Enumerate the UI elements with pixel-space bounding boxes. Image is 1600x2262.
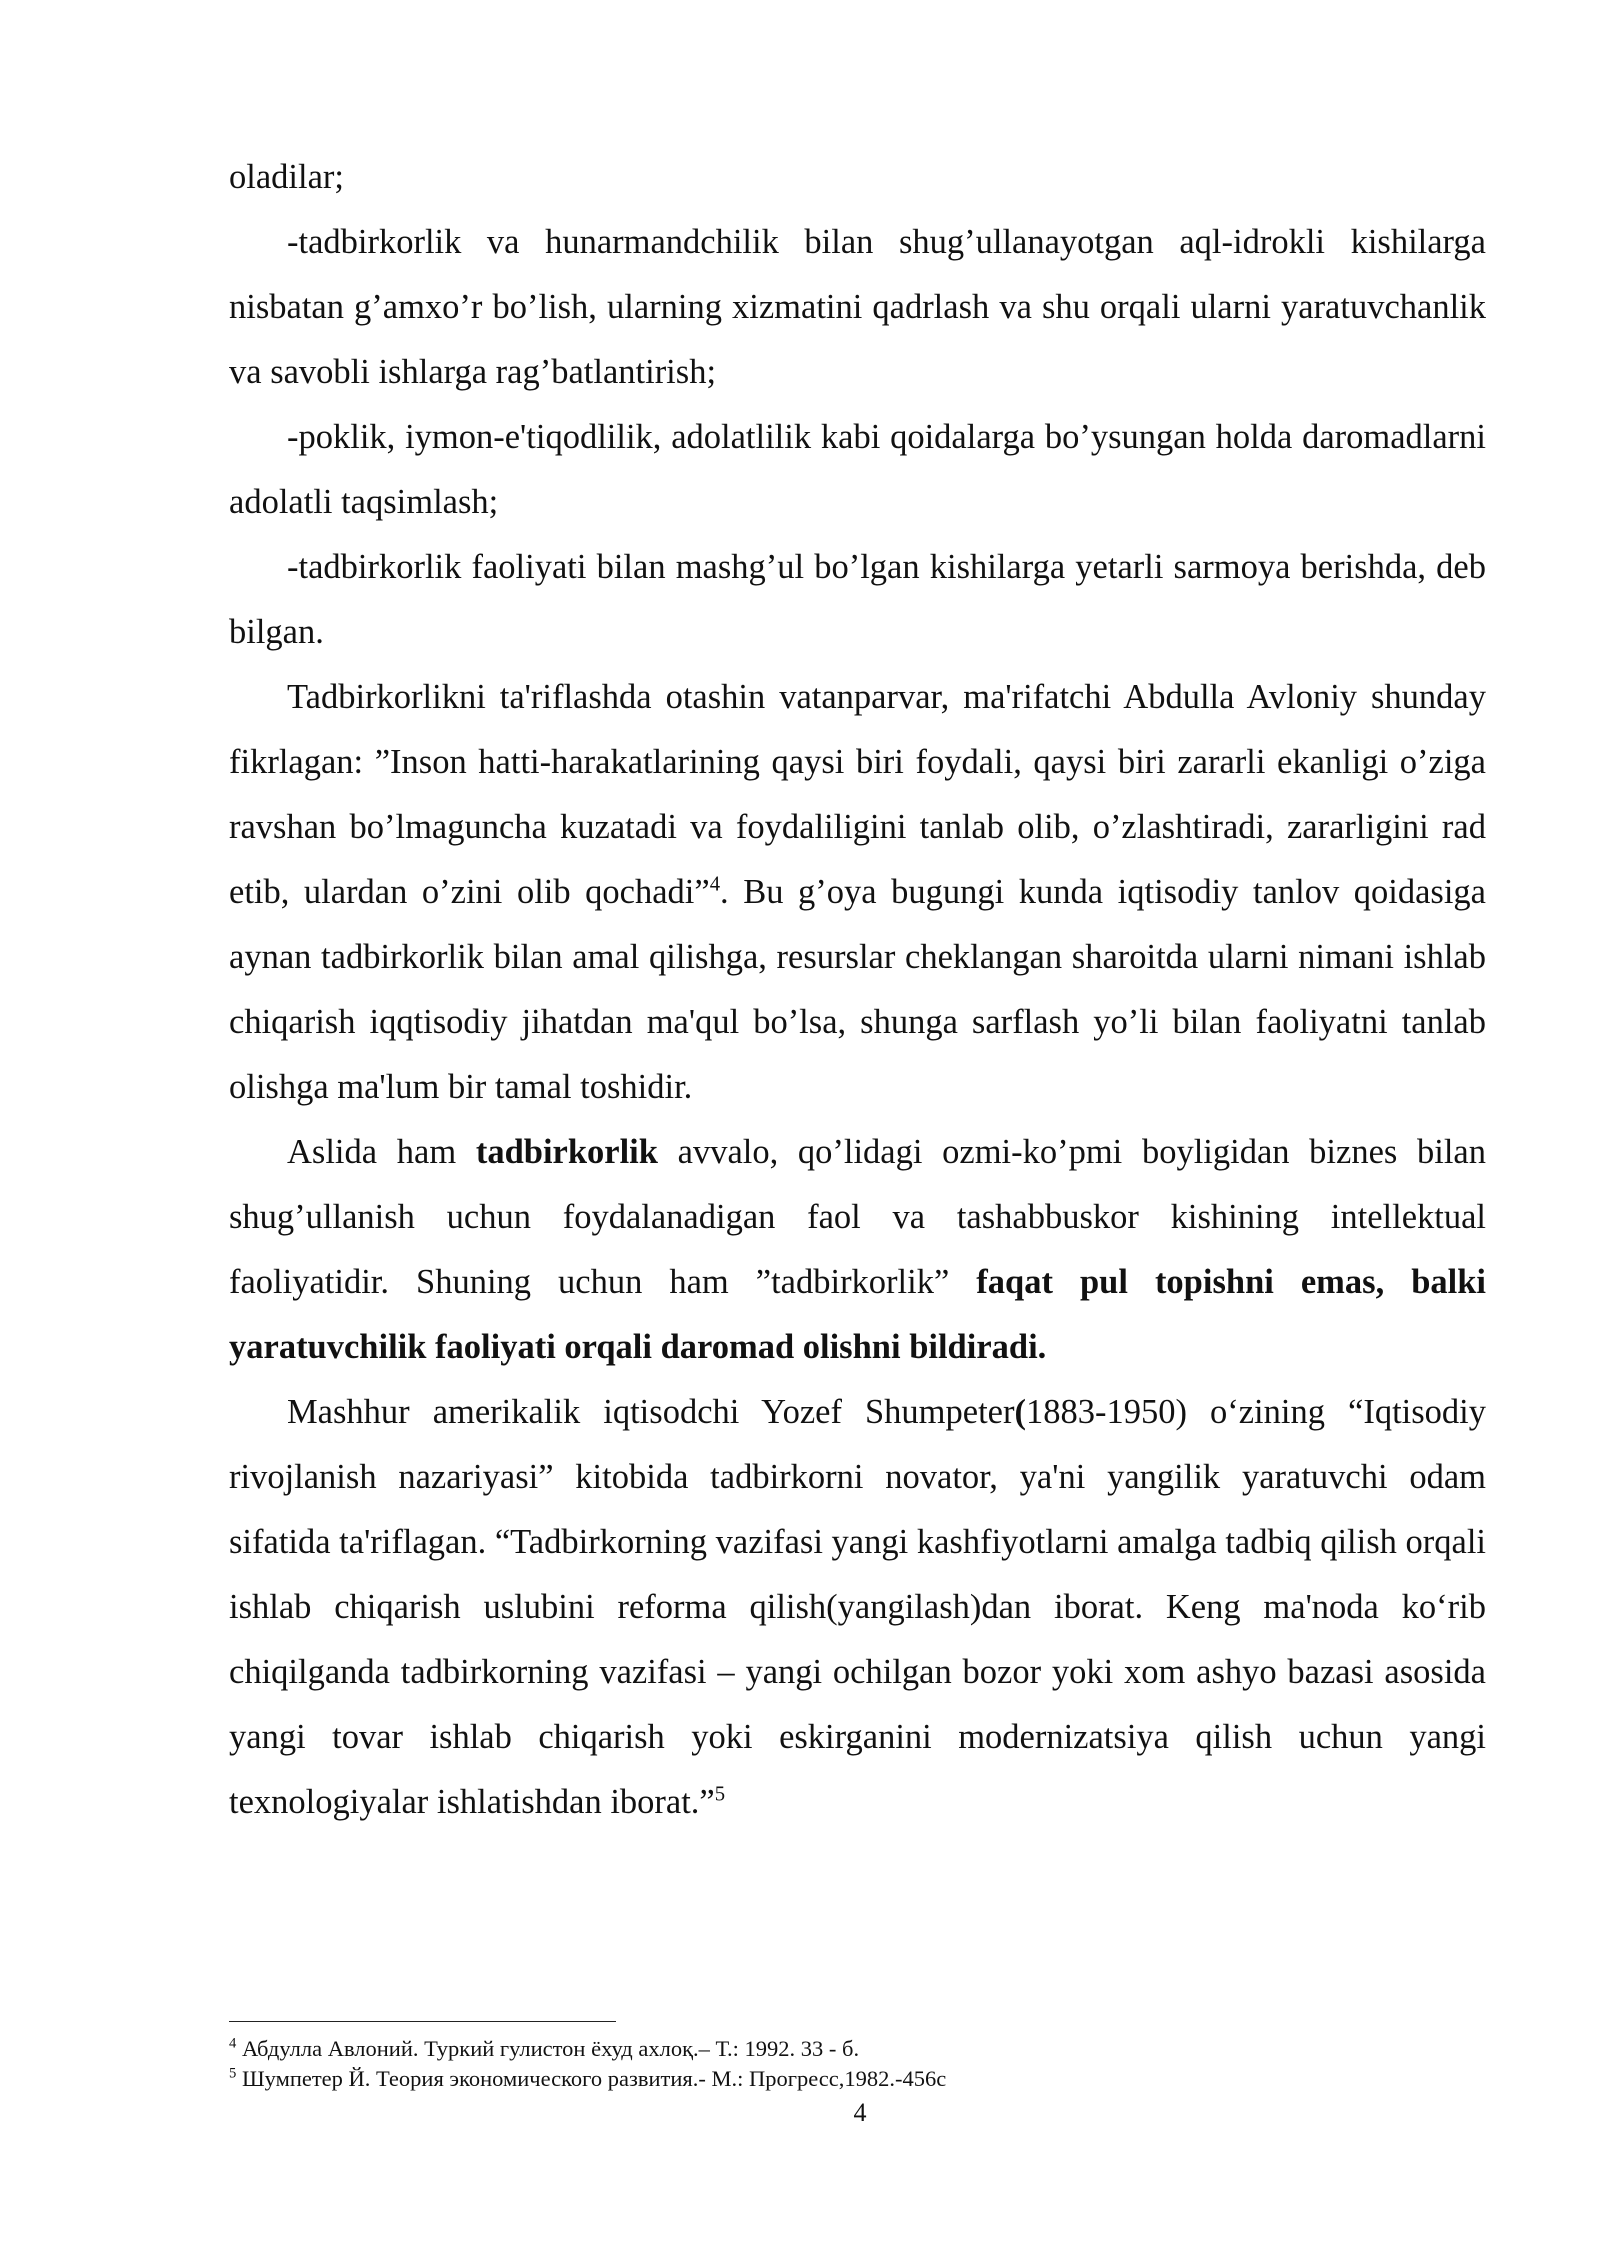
footnote-5-text: Шумпетер Й. Теория экономического развития.- М.: Прогресс,1982.-456с	[236, 2066, 947, 2091]
paragraph-1-text: oladilar;	[229, 158, 344, 196]
body-text	[229, 145, 1486, 1835]
paragraph-7	[229, 1380, 1486, 1835]
page-number: 4	[853, 2098, 867, 2127]
paragraph-5-text-a: Tadbirkorlikni ta'riflashda otashin vatanparvar, ma'rifatchi Abdulla Avloniy shunday fikrlagan: ”Inson hatti-harakatlarining qaysi biri foydali, qaysi biri zararli ekanligi o’ziga ravshan bo’lmaguncha kuzatadi va foydaliligini tanlab olib, o’zlashtiradi, zararligini rad etib, ulardan o’zini olib qochadi”	[229, 678, 1486, 911]
paragraph-6-text-b: avvalo, qo’lidagi ozmi-ko’pmi boyligidan biznes bilan shug’ullanish uchun foydalanadigan faol va tashabbuskor kishining intellektual faoliyatidir. Shuning uchun ham ”tadbirkorlik”	[229, 1133, 1486, 1301]
footnote-4	[229, 2034, 1486, 2064]
paragraph-7-bold-paren: (	[1014, 1393, 1026, 1431]
paragraph-6-bold-term: tadbirkorlik	[475, 1133, 658, 1171]
footnotes	[229, 2034, 1486, 2094]
paragraph-7-text-a: Mashhur amerikalik iqtisodchi Yozef Shumpeter	[287, 1393, 1015, 1431]
footnote-separator	[229, 2021, 616, 2022]
paragraph-5-text-b: . Bu g’oya bugungi kunda iqtisodiy tanlov qoidasiga aynan tadbirkorlik bilan amal qilishga, resurslar cheklangan sharoitda ularni nimani ishlab chiqarish iqqtisodiy jihatdan ma'qul bo’lsa, shunga sarflash yo’li bilan faoliyatni tanlab olishga ma'lum bir tamal toshidir.	[229, 873, 1486, 1106]
paragraph-1	[229, 145, 1486, 210]
paragraph-5	[229, 665, 1486, 1120]
paragraph-3	[229, 405, 1486, 535]
paragraph-6-text-a: Aslida ham	[287, 1133, 476, 1171]
paragraph-2	[229, 210, 1486, 405]
footnote-4-text: Абдулла Авлоний. Туркий гулистон ёхуд ахлоқ.– Т.: 1992. 33 - б.	[236, 2036, 860, 2061]
paragraph-6	[229, 1120, 1486, 1380]
footnote-4-mark: 4	[229, 2035, 237, 2052]
footnote-ref-4[interactable]: 4	[709, 873, 721, 896]
paragraph-7-text-b: 1883-1950) o‘zining “Iqtisodiy rivojlanish nazariyasi” kitobida tadbirkorni novator, ya'ni yangilik yaratuvchi odam sifatida ta'riflagan. “Tadbirkorning vazifasi yangi kashfiyotlarni amalga tadbiq qilish orqali ishlab chiqarish uslubini reforma qilish(yangilash)dan iborat. Keng ma'noda ko‘rib chiqilganda tadbirkorning vazifasi – yangi ochilgan bozor yoki xom ashyo bazasi asosida yangi tovar ishlab chiqarish yoki eskirganini modernizatsiya qilish uchun yangi texnologiyalar ishlatishdan iborat.”	[229, 1393, 1486, 1821]
footnote-5-mark: 5	[229, 2065, 237, 2082]
paragraph-4-text: -tadbirkorlik faoliyati bilan mashg’ul bo’lgan kishilarga yetarli sarmoya berishda, deb bilgan.	[229, 548, 1486, 651]
paragraph-4	[229, 535, 1486, 665]
paragraph-2-text: -tadbirkorlik va hunarmandchilik bilan shug’ullanayotgan aql-idrokli kishilarga nisbatan g’amxo’r bo’lish, ularning xizmatini qadrlash va shu orqali ularni yaratuvchanlik va savobli ishlarga rag’batlantirish;	[229, 223, 1486, 391]
footnote-ref-5[interactable]: 5	[714, 1783, 726, 1806]
footnote-5	[229, 2064, 1486, 2094]
paragraph-3-text: -poklik, iymon-e'tiqodlilik, adolatlilik kabi qoidalarga bo’ysungan holda daromadlarni adolatli taqsimlash;	[229, 418, 1486, 521]
paragraph-6-bold-statement: faqat pul topishni emas, balki yaratuvchilik faoliyati orqali daromad olishni bildiradi.	[229, 1263, 1487, 1366]
